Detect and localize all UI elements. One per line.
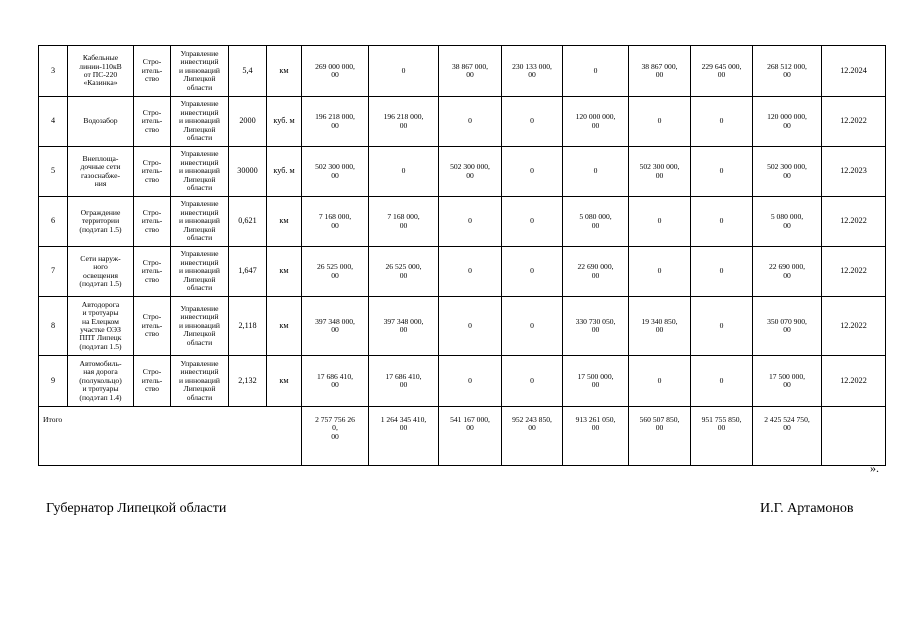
row-number: 8 bbox=[39, 297, 68, 356]
amount-cell: 17 500 000, 00 bbox=[563, 356, 629, 407]
completion-date: 12.2024 bbox=[822, 46, 886, 97]
amount-cell: 196 218 000, 00 bbox=[302, 97, 369, 147]
amount-cell: 120 000 000, 00 bbox=[753, 97, 822, 147]
customer: Управление инвестиций и инноваций Липецкой области bbox=[171, 356, 229, 407]
amount-cell: 0 bbox=[691, 247, 753, 297]
amount-cell: 38 867 000, 00 bbox=[629, 46, 691, 97]
amount-cell: 196 218 000, 00 bbox=[369, 97, 439, 147]
customer: Управление инвестиций и инноваций Липецкой области bbox=[171, 297, 229, 356]
amount-cell: 17 686 410, 00 bbox=[302, 356, 369, 407]
amount-cell: 26 525 000, 00 bbox=[369, 247, 439, 297]
object-name: Ограждение территории (подэтап 1.5) bbox=[68, 197, 134, 247]
row-number: 5 bbox=[39, 147, 68, 197]
amount-cell: 268 512 000, 00 bbox=[753, 46, 822, 97]
row-number: 6 bbox=[39, 197, 68, 247]
amount-cell: 0 bbox=[439, 247, 502, 297]
work-type: Стро- итель- ство bbox=[134, 197, 171, 247]
table-row bbox=[39, 297, 886, 356]
unit: куб. м bbox=[267, 97, 302, 147]
amount-cell: 0 bbox=[629, 97, 691, 147]
unit: км bbox=[267, 247, 302, 297]
object-name: Сети наруж- ного освещения (подэтап 1.5) bbox=[68, 247, 134, 297]
signatory-name: И.Г. Артамонов bbox=[760, 501, 854, 516]
capacity: 2000 bbox=[229, 97, 267, 147]
total-amount-cell: 2 425 524 750, 00 bbox=[753, 407, 822, 466]
signatory-title: Губернатор Липецкой области bbox=[46, 501, 227, 516]
total-amount-cell: 1 264 345 410, 00 bbox=[369, 407, 439, 466]
amount-cell: 0 bbox=[439, 197, 502, 247]
amount-cell: 0 bbox=[629, 197, 691, 247]
unit: куб. м bbox=[267, 147, 302, 197]
table-row bbox=[39, 147, 886, 197]
unit: км bbox=[267, 46, 302, 97]
amount-cell: 0 bbox=[439, 356, 502, 407]
amount-cell: 502 300 000, 00 bbox=[629, 147, 691, 197]
amount-cell: 0 bbox=[691, 197, 753, 247]
object-name: Водозабор bbox=[68, 97, 134, 147]
table-row bbox=[39, 46, 886, 97]
total-amount-cell: 560 507 850, 00 bbox=[629, 407, 691, 466]
amount-cell: 0 bbox=[439, 97, 502, 147]
row-number: 9 bbox=[39, 356, 68, 407]
unit: км bbox=[267, 197, 302, 247]
amount-cell: 0 bbox=[691, 147, 753, 197]
amount-cell: 0 bbox=[563, 46, 629, 97]
amount-cell: 0 bbox=[629, 247, 691, 297]
unit: км bbox=[267, 356, 302, 407]
unit: км bbox=[267, 297, 302, 356]
amount-cell: 269 000 000, 00 bbox=[302, 46, 369, 97]
amount-cell: 5 080 000, 00 bbox=[563, 197, 629, 247]
amount-cell: 120 000 000, 00 bbox=[563, 97, 629, 147]
amount-cell: 0 bbox=[691, 297, 753, 356]
customer: Управление инвестиций и инноваций Липецкой области bbox=[171, 97, 229, 147]
amount-cell: 230 133 000, 00 bbox=[502, 46, 563, 97]
completion-date: 12.2023 bbox=[822, 147, 886, 197]
customer: Управление инвестиций и инноваций Липецкой области bbox=[171, 197, 229, 247]
object-name: Кабельные линии-110кВ от ПС-220 «Казинка» bbox=[68, 46, 134, 97]
amount-cell: 0 bbox=[563, 147, 629, 197]
amount-cell: 397 348 000, 00 bbox=[369, 297, 439, 356]
total-amount-cell: 541 167 000, 00 bbox=[439, 407, 502, 466]
row-number: 3 bbox=[39, 46, 68, 97]
total-amount-cell: 952 243 850, 00 bbox=[502, 407, 563, 466]
work-type: Стро- итель- ство bbox=[134, 247, 171, 297]
amount-cell: 17 500 000, 00 bbox=[753, 356, 822, 407]
amount-cell: 7 168 000, 00 bbox=[369, 197, 439, 247]
customer: Управление инвестиций и инноваций Липецкой области bbox=[171, 46, 229, 97]
amount-cell: 0 bbox=[502, 297, 563, 356]
object-name: Автомобиль- ная дорога (полукольцо) и тротуары (подэтап 1.4) bbox=[68, 356, 134, 407]
amount-cell: 330 730 050, 00 bbox=[563, 297, 629, 356]
amount-cell: 502 300 000, 00 bbox=[439, 147, 502, 197]
completion-date: 12.2022 bbox=[822, 97, 886, 147]
work-type: Стро- итель- ство bbox=[134, 46, 171, 97]
amount-cell: 0 bbox=[691, 356, 753, 407]
capacity: 30000 bbox=[229, 147, 267, 197]
amount-cell: 5 080 000, 00 bbox=[753, 197, 822, 247]
work-type: Стро- итель- ство bbox=[134, 97, 171, 147]
amount-cell: 38 867 000, 00 bbox=[439, 46, 502, 97]
total-label: Итого bbox=[39, 407, 302, 466]
budget-table bbox=[38, 45, 886, 466]
capacity: 2,118 bbox=[229, 297, 267, 356]
total-empty-cell bbox=[822, 407, 886, 466]
table-row bbox=[39, 197, 886, 247]
customer: Управление инвестиций и инноваций Липецкой области bbox=[171, 247, 229, 297]
amount-cell: 397 348 000, 00 bbox=[302, 297, 369, 356]
work-type: Стро- итель- ство bbox=[134, 147, 171, 197]
amount-cell: 17 686 410, 00 bbox=[369, 356, 439, 407]
completion-date: 12.2022 bbox=[822, 356, 886, 407]
capacity: 1,647 bbox=[229, 247, 267, 297]
completion-date: 12.2022 bbox=[822, 297, 886, 356]
amount-cell: 22 690 000, 00 bbox=[563, 247, 629, 297]
object-name: Автодорога и тротуары на Елецком участке ОЭЗ ППТ Липецк (подэтап 1.5) bbox=[68, 297, 134, 356]
capacity: 0,621 bbox=[229, 197, 267, 247]
amount-cell: 502 300 000, 00 bbox=[753, 147, 822, 197]
completion-date: 12.2022 bbox=[822, 247, 886, 297]
amount-cell: 0 bbox=[439, 297, 502, 356]
row-number: 4 bbox=[39, 97, 68, 147]
total-amount-cell: 913 261 050, 00 bbox=[563, 407, 629, 466]
customer: Управление инвестиций и инноваций Липецкой области bbox=[171, 147, 229, 197]
total-amount-cell: 951 755 850, 00 bbox=[691, 407, 753, 466]
amount-cell: 0 bbox=[502, 147, 563, 197]
amount-cell: 229 645 000, 00 bbox=[691, 46, 753, 97]
amount-cell: 0 bbox=[502, 97, 563, 147]
amount-cell: 26 525 000, 00 bbox=[302, 247, 369, 297]
table-row bbox=[39, 356, 886, 407]
amount-cell: 7 168 000, 00 bbox=[302, 197, 369, 247]
amount-cell: 0 bbox=[369, 147, 439, 197]
amount-cell: 19 340 850, 00 bbox=[629, 297, 691, 356]
table-row bbox=[39, 247, 886, 297]
work-type: Стро- итель- ство bbox=[134, 297, 171, 356]
amount-cell: 502 300 000, 00 bbox=[302, 147, 369, 197]
capacity: 5,4 bbox=[229, 46, 267, 97]
amount-cell: 0 bbox=[502, 356, 563, 407]
amount-cell: 0 bbox=[502, 247, 563, 297]
completion-date: 12.2022 bbox=[822, 197, 886, 247]
capacity: 2,132 bbox=[229, 356, 267, 407]
amount-cell: 0 bbox=[502, 197, 563, 247]
table-row bbox=[39, 97, 886, 147]
work-type: Стро- итель- ство bbox=[134, 356, 171, 407]
object-name: Внеплоща- дочные сети газоснабже- ния bbox=[68, 147, 134, 197]
closing-quote: ». bbox=[870, 461, 879, 475]
total-row bbox=[39, 407, 886, 466]
amount-cell: 0 bbox=[691, 97, 753, 147]
amount-cell: 350 070 900, 00 bbox=[753, 297, 822, 356]
amount-cell: 22 690 000, 00 bbox=[753, 247, 822, 297]
amount-cell: 0 bbox=[369, 46, 439, 97]
row-number: 7 bbox=[39, 247, 68, 297]
amount-cell: 0 bbox=[629, 356, 691, 407]
total-amount-cell: 2 757 756 26 0, 00 bbox=[302, 407, 369, 466]
